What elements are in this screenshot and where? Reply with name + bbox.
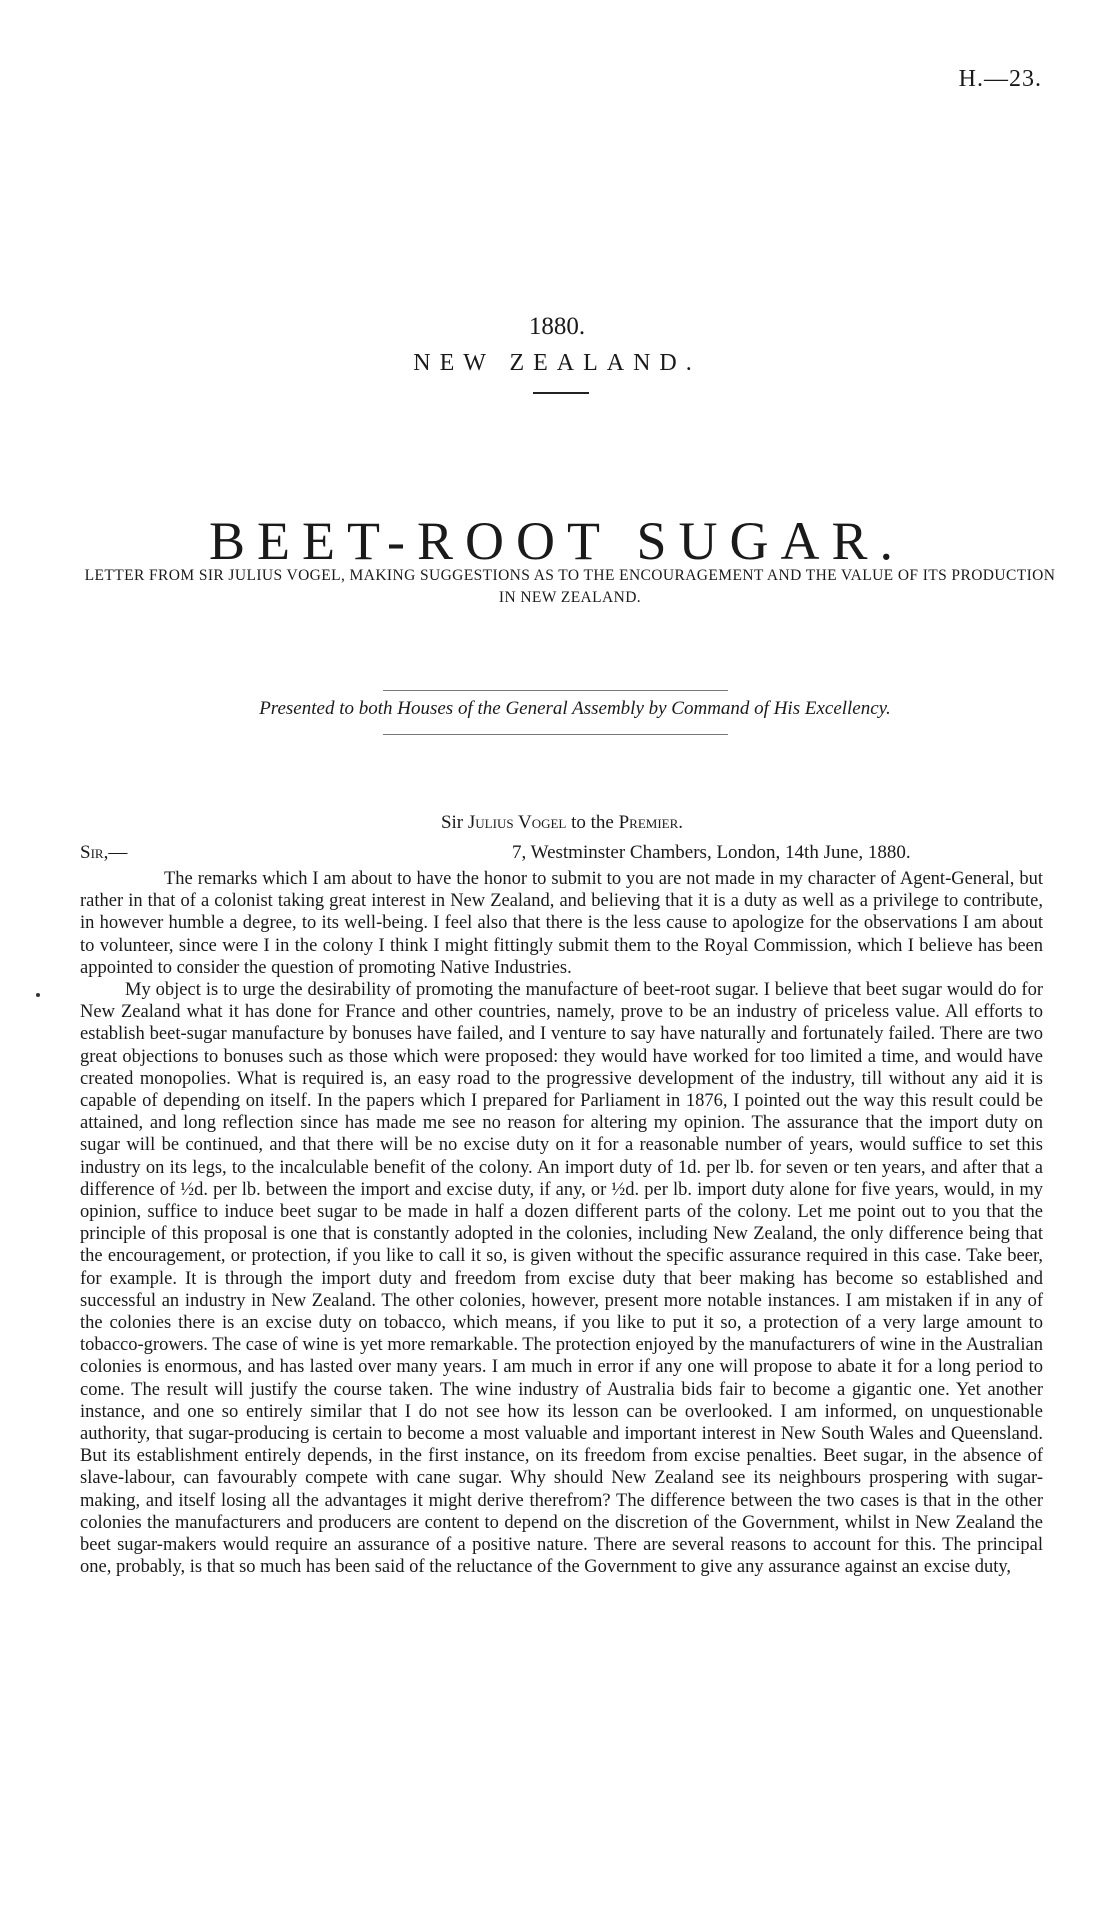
heading-middle: to the	[571, 812, 614, 833]
paragraph: My object is to urge the desirability of promoting the manufacture of beet-root sugar. I believe that beet sugar would do for New Zealand what it has done for France and other countries, namely, prove to be an industry of priceless value. All efforts to establish beet-sugar manufacture by bonuses have failed, and I venture to say have naturally and fortunately failed. There are two great objections to bonuses such as those which were proposed: they would have worked for too limited a time, and would have created monopolies. What is required is, an easy road to the progressive development of the industry, till without any aid it is capable of depending on itself. In the papers which I prepared for Parliament in 1876, I pointed out the way this result could be attained, and long reflection since has made me see no reason for altering my opinion. The assurance that the import duty on sugar will be continued, and that there will be no excise duty on it for a reasonable number of years, would suffice to set this industry on its legs, to the incalculable benefit of the colony. An import duty of 1d. per lb. for seven or ten years, and after that a difference of ½d. per lb. between the import and excise duty, if any, or ½d. per lb. import duty alone for five years, would, in my opinion, suffice to induce beet sugar to be made in half a dozen different parts of the colony. Let me point out to you that the principle of this proposal is one that is constantly adopted in the colonies, including New Zealand, the only difference being that the encouragement, or protection, if you like to call it so, is given without the specific assurance required in this case. Take beer, for example. It is through the import duty and freedom from excise duty that beer making has become so established and successful an industry in New Zealand. The other colonies, however, present more notable instances. I am mistaken if in any of the colonies there is an excise duty on tobacco, which means, if you like to put it so, a protection of a very large amount to tobacco-growers. The case of wine is yet more remarkable. The protection enjoyed by the manufacturers of wine in the Australian colonies is enormous, and has lasted over many years. I am much in error if any one will propose to abate it for a long period to come. The result will justify the course taken. The wine industry of Australia bids fair to become a gigantic one. Yet another instance, and one so entirely similar that I do not see how its lesson can be overlooked. I am informed, on unquestionable authority, that sugar-producing is certain to become a most valuable and important interest in New South Wales and Queensland. But its establishment entirely depends, in the first instance, on its freedom from excise penalties. Beet sugar, in the absence of slave-labour, can favourably compete with cane sugar. Why should New Zealand see its neighbours prospering with sugar-making, and itself losing all the advantages it might derive therefrom? The difference between the two cases is that in the other colonies the manufacturers and producers are content to depend on the discretion of the Government, whilst in New Zealand the beet sugar-makers would require an assurance of a positive nature. There are several reasons to account for this. The principal one, probably, is that so much has been said of the reluctance of the Government to give any assurance against an excise duty,	[80, 980, 1043, 1578]
heading-to: Premier.	[618, 812, 684, 833]
presented-divider-top	[383, 690, 728, 691]
paragraph: The remarks which I am about to have the honor to submit to you are not made in my character of Agent-General, but rather in that of a colonist taking great interest in New Zealand, and believing that it is a duty as well as a privilege to contribute, in however humble a degree, to its well-being. I feel also that there is the less cause to apologize for the observations I am about to volunteer, since were I in the colony I think I might fittingly submit them to the Royal Commission, which I believe has been appointed to consider the question of promoting Native Industries.	[80, 869, 1043, 978]
presented-line: Presented to both Houses of the General Assembly by Command of His Excellency.	[259, 698, 891, 719]
margin-mark	[36, 993, 40, 997]
paper-reference: H.—23.	[958, 66, 1042, 92]
document-subtitle: LETTER FROM SIR JULIUS VOGEL, MAKING SUGGESTIONS AS TO THE ENCOURAGEMENT AND THE VALUE OF ITS PRODUCTION IN NEW ZEALAND.	[84, 567, 1056, 606]
presented-divider-bottom	[383, 734, 728, 735]
heading-from: Julius Vogel	[467, 812, 567, 833]
heading-prefix: Sir	[440, 812, 464, 833]
short-divider	[533, 392, 589, 394]
document-country: NEW ZEALAND.	[413, 350, 701, 376]
document-year: 1880.	[528, 313, 586, 340]
letter-heading	[0, 812, 1114, 834]
letter-address: 7, Westminster Chambers, London, 14th June, 1880.	[512, 842, 911, 863]
letter-body	[80, 868, 1043, 1579]
letter-salutation: Sir,—	[80, 842, 128, 863]
document-title: BEET-ROOT SUGAR.	[208, 511, 906, 572]
